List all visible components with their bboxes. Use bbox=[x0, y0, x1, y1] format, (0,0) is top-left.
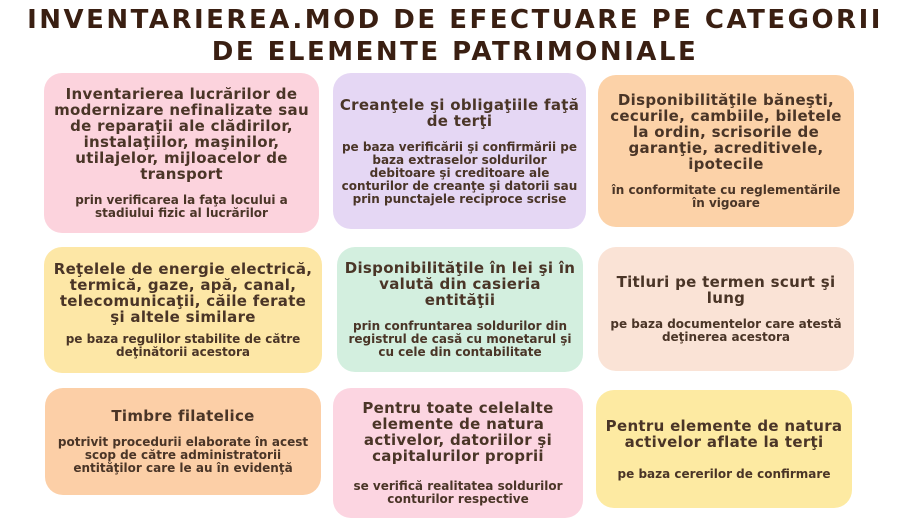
card-heading: Inventarierea lucrărilor de modernizare nefinalizate sau de reparaţii ale clădirilor, instalaţiilor, maşinilor, utilajelor, mijloacelor de transport bbox=[54, 85, 309, 183]
card-casierie bbox=[337, 247, 583, 372]
card-heading: Disponibilităţile băneşti, cecurile, cambiile, biletele la ordin, scrisorile de garanţie, acreditivele, ipotecile bbox=[610, 91, 842, 173]
card-method: prin confruntarea soldurilor din registrul de casă cu monetarul şi cu cele din contabilitate bbox=[348, 319, 572, 359]
card-celelalte-elemente bbox=[333, 388, 583, 518]
page-title bbox=[0, 4, 910, 68]
card-heading: Reţelele de energie electrică, termică, gaze, apă, canal, telecomunicaţii, căile ferate şi altele similare bbox=[53, 260, 313, 326]
card-lucrari-modernizare bbox=[44, 73, 319, 233]
card-timbre bbox=[45, 388, 321, 495]
card-heading: Titluri pe termen scurt şi lung bbox=[616, 273, 836, 307]
card-method: potrivit procedurii elaborate în acest scop de către administratorii entităţilor care le au în evidenţă bbox=[57, 435, 309, 475]
card-heading: Disponibilităţile în lei şi în valută din casieria entităţii bbox=[344, 259, 576, 309]
title-line-2: DE ELEMENTE PATRIMONIALE bbox=[211, 37, 699, 67]
card-method: pe baza regulilor stabilite de către deţinătorii acestora bbox=[65, 332, 301, 359]
title-line-1: INVENTARIEREA.MOD DE EFECTUARE PE CATEGORII bbox=[27, 5, 883, 35]
card-titluri bbox=[598, 247, 854, 371]
card-method: pe baza cererilor de confirmare bbox=[617, 466, 831, 481]
card-method: prin verificarea la faţa locului a stadiului fizic al lucrărilor bbox=[75, 193, 288, 220]
card-method: în conformitate cu reglementările în vigoare bbox=[611, 183, 841, 210]
card-method: pe baza documentelor care atestă deţinerea acestora bbox=[610, 317, 842, 344]
card-creante-obligatii bbox=[333, 73, 586, 229]
card-heading: Pentru elemente de natura activelor aflate la terţi bbox=[605, 416, 843, 451]
card-active-terti bbox=[596, 390, 852, 508]
card-heading: Pentru toate celelalte elemente de natura activelor, datoriilor şi capitalurilor proprii bbox=[362, 399, 554, 465]
card-heading: Creanţele şi obligaţiile faţă de terţi bbox=[339, 95, 580, 130]
card-method: se verifică realitatea soldurilor conturilor respective bbox=[353, 479, 563, 506]
card-heading: Timbre filatelice bbox=[111, 407, 255, 425]
card-method: pe baza verificării şi confirmării pe baza extraselor soldurilor debitoare şi creditoare ale conturilor de creanţe şi datorii sau prin punctajele reciproce scrise bbox=[341, 139, 578, 206]
card-retele-energie bbox=[44, 247, 322, 373]
card-disponibilitati-banesti bbox=[598, 75, 854, 227]
